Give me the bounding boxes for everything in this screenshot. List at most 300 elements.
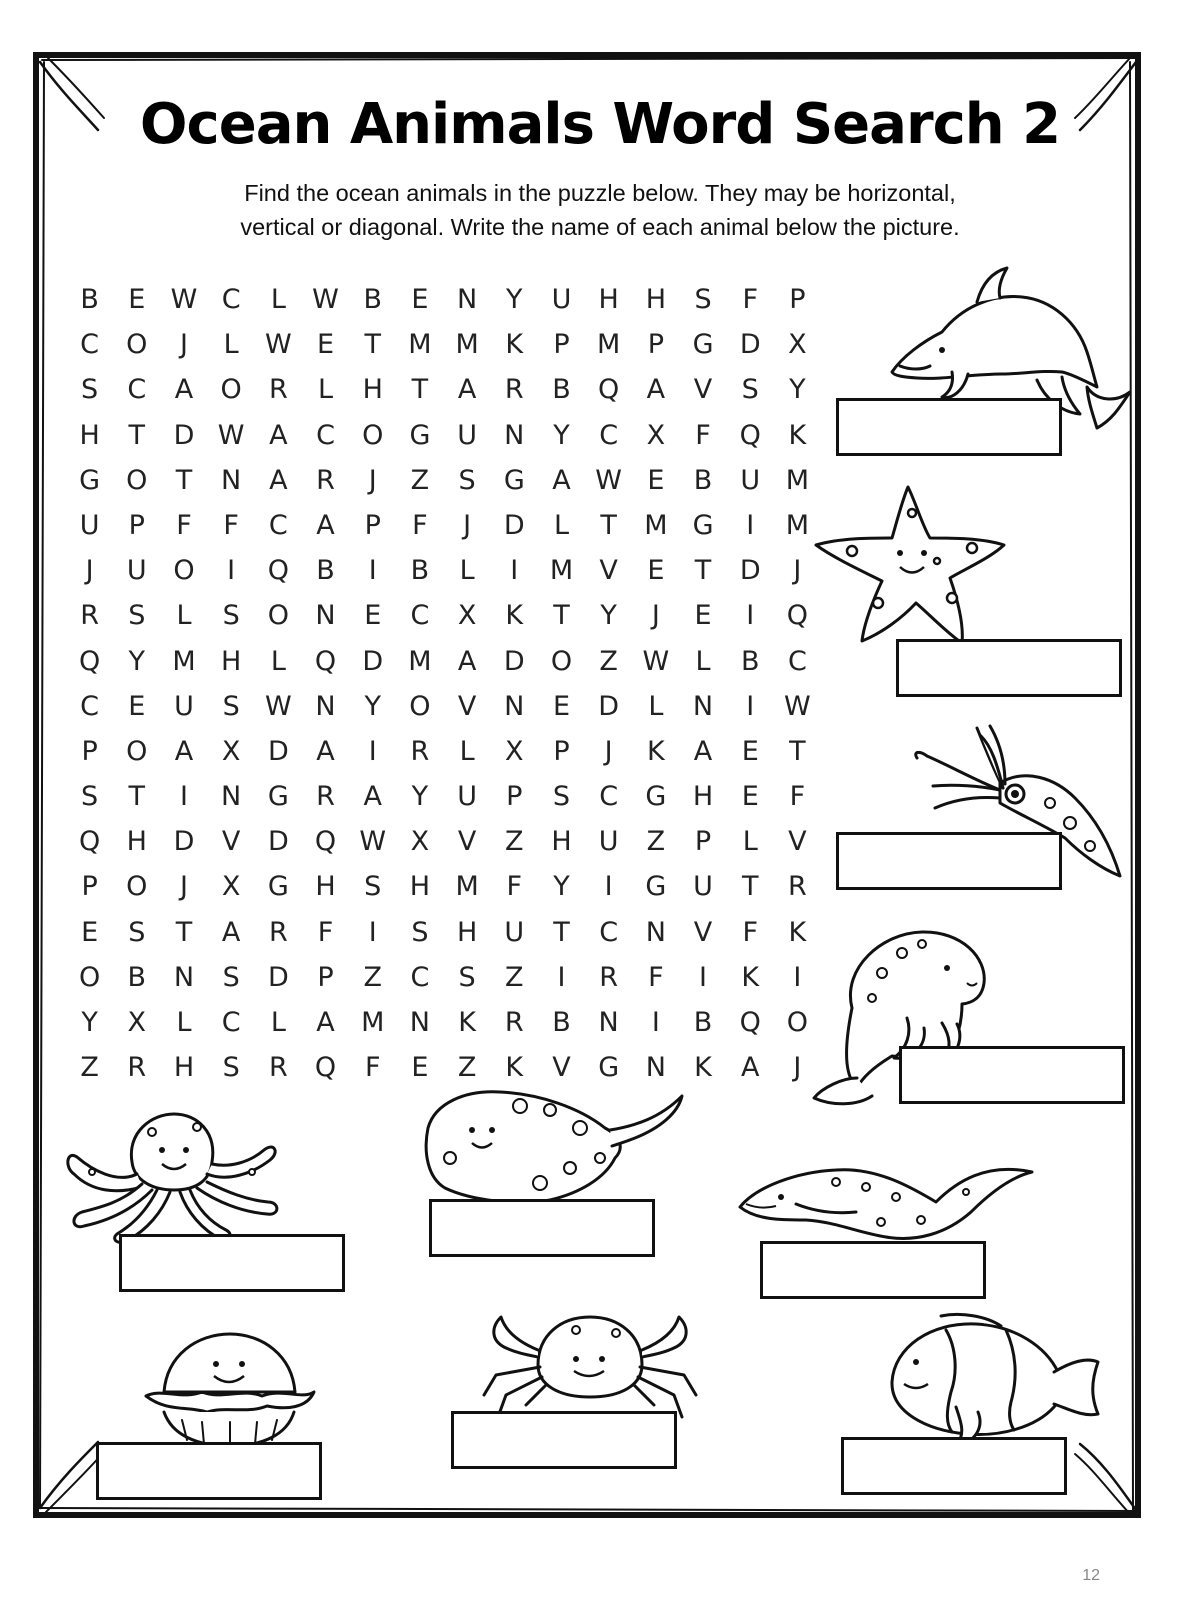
grid-letter[interactable]: P — [647, 329, 664, 361]
grid-letter[interactable]: C — [221, 1007, 241, 1038]
grid-letter[interactable]: V — [221, 826, 241, 858]
grid-letter[interactable]: F — [742, 284, 758, 315]
grid-letter[interactable]: S — [364, 871, 382, 903]
grid-letter[interactable]: R — [788, 871, 807, 903]
grid-letter[interactable]: E — [364, 600, 382, 632]
grid-letter[interactable]: E — [694, 600, 712, 632]
grid-letter[interactable]: N — [221, 464, 242, 496]
grid-letter[interactable]: M — [785, 509, 810, 541]
grid-letter[interactable]: C — [80, 690, 100, 722]
grid-letter[interactable]: E — [552, 690, 570, 722]
grid-letter[interactable]: Y — [364, 690, 381, 722]
grid-letter[interactable]: A — [646, 374, 666, 406]
grid-letter[interactable]: N — [409, 1007, 430, 1038]
grid-letter[interactable]: V — [788, 826, 807, 858]
grid-letter[interactable]: F — [506, 871, 523, 903]
grid-letter[interactable]: G — [267, 781, 289, 813]
grid-letter[interactable]: K — [788, 419, 807, 451]
grid-letter[interactable]: A — [316, 735, 335, 767]
grid-letter[interactable]: R — [268, 374, 288, 406]
grid-letter[interactable]: Z — [363, 961, 382, 993]
grid-letter[interactable]: S — [222, 690, 240, 722]
grid-letter[interactable]: N — [173, 961, 195, 993]
grid-letter[interactable]: M — [408, 645, 432, 677]
grid-letter[interactable]: C — [599, 419, 619, 451]
grid-letter[interactable]: E — [128, 284, 146, 315]
grid-letter[interactable]: F — [789, 781, 806, 813]
grid-letter[interactable]: U — [693, 871, 713, 903]
grid-letter[interactable]: C — [316, 419, 335, 451]
grid-letter[interactable]: X — [127, 1007, 147, 1038]
grid-letter[interactable]: S — [128, 600, 146, 632]
grid-letter[interactable]: J — [604, 735, 613, 767]
grid-letter[interactable]: T — [128, 781, 146, 813]
grid-letter[interactable]: F — [223, 509, 239, 541]
grid-letter[interactable]: A — [221, 916, 241, 948]
grid-letter[interactable]: Z — [646, 826, 666, 858]
grid-letter[interactable]: J — [368, 464, 377, 496]
grid-letter[interactable]: K — [646, 735, 665, 767]
grid-letter[interactable]: L — [553, 509, 569, 541]
answer-box-starfish[interactable] — [896, 639, 1122, 697]
grid-letter[interactable]: X — [221, 871, 241, 903]
grid-letter[interactable]: N — [645, 1052, 666, 1084]
grid-letter[interactable]: T — [128, 419, 146, 451]
grid-letter[interactable]: Q — [739, 419, 761, 451]
answer-box-stingray[interactable] — [429, 1199, 655, 1257]
grid-letter[interactable]: I — [793, 961, 802, 993]
grid-letter[interactable]: J — [85, 555, 94, 587]
grid-letter[interactable]: Y — [553, 419, 570, 451]
grid-letter[interactable]: S — [81, 374, 99, 406]
grid-letter[interactable]: K — [505, 1052, 524, 1084]
grid-letter[interactable]: L — [270, 284, 286, 315]
grid-letter[interactable]: H — [221, 645, 242, 677]
grid-letter[interactable]: D — [739, 555, 761, 587]
grid-letter[interactable]: I — [227, 555, 236, 587]
grid-letter[interactable]: C — [221, 284, 241, 315]
grid-letter[interactable]: H — [126, 826, 147, 858]
grid-letter[interactable]: S — [458, 961, 476, 993]
grid-letter[interactable]: L — [648, 690, 664, 722]
answer-box-clam[interactable] — [96, 1442, 322, 1500]
grid-letter[interactable]: G — [267, 871, 289, 903]
grid-letter[interactable]: C — [787, 645, 807, 677]
grid-letter[interactable]: O — [220, 374, 242, 406]
grid-letter[interactable]: W — [264, 690, 292, 722]
grid-letter[interactable]: W — [642, 645, 670, 677]
grid-letter[interactable]: M — [785, 464, 810, 496]
grid-letter[interactable]: Y — [128, 645, 146, 677]
grid-letter[interactable]: Z — [410, 464, 430, 496]
grid-letter[interactable]: C — [410, 600, 430, 632]
grid-letter[interactable]: D — [267, 735, 289, 767]
grid-letter[interactable]: I — [746, 600, 755, 632]
grid-letter[interactable]: G — [692, 509, 714, 541]
grid-letter[interactable]: J — [463, 509, 472, 541]
grid-letter[interactable]: K — [741, 961, 760, 993]
grid-letter[interactable]: C — [268, 509, 288, 541]
grid-letter[interactable]: W — [595, 464, 622, 496]
grid-letter[interactable]: H — [456, 916, 478, 948]
grid-letter[interactable]: Z — [80, 1052, 99, 1084]
grid-letter[interactable]: A — [316, 1007, 335, 1038]
grid-letter[interactable]: Q — [267, 555, 289, 587]
grid-letter[interactable]: U — [79, 509, 100, 541]
grid-letter[interactable]: U — [551, 284, 572, 315]
grid-letter[interactable]: W — [312, 284, 339, 315]
grid-letter[interactable]: X — [221, 735, 241, 767]
grid-letter[interactable]: L — [176, 1007, 192, 1038]
grid-letter[interactable]: O — [786, 1007, 809, 1038]
grid-letter[interactable]: R — [410, 735, 430, 767]
grid-letter[interactable]: C — [80, 329, 100, 361]
grid-letter[interactable]: H — [79, 419, 100, 451]
grid-letter[interactable]: E — [128, 690, 146, 722]
grid-letter[interactable]: L — [695, 645, 711, 677]
grid-letter[interactable]: X — [646, 419, 666, 451]
grid-letter[interactable]: E — [411, 1052, 429, 1084]
grid-letter[interactable]: A — [457, 374, 477, 406]
grid-letter[interactable]: W — [170, 284, 198, 315]
grid-letter[interactable]: S — [694, 284, 712, 315]
grid-letter[interactable]: I — [368, 916, 377, 948]
grid-letter[interactable]: B — [410, 555, 430, 587]
grid-letter[interactable]: J — [179, 871, 188, 903]
answer-box-octopus[interactable] — [119, 1234, 345, 1292]
grid-letter[interactable]: N — [315, 690, 336, 722]
grid-letter[interactable]: D — [503, 645, 525, 677]
grid-letter[interactable]: W — [359, 826, 387, 858]
grid-letter[interactable]: S — [222, 600, 240, 632]
grid-letter[interactable]: Q — [314, 1052, 337, 1084]
grid-letter[interactable]: D — [267, 826, 289, 858]
grid-letter[interactable]: L — [270, 1007, 286, 1038]
grid-letter[interactable]: N — [456, 284, 478, 315]
grid-letter[interactable]: B — [693, 1007, 713, 1038]
grid-letter[interactable]: Q — [314, 826, 337, 858]
grid-letter[interactable]: D — [173, 419, 195, 451]
grid-letter[interactable]: R — [127, 1052, 147, 1084]
grid-letter[interactable]: E — [411, 284, 429, 315]
grid-letter[interactable]: K — [505, 329, 524, 361]
grid-letter[interactable]: B — [127, 961, 147, 993]
grid-letter[interactable]: C — [599, 781, 619, 813]
grid-letter[interactable]: P — [364, 509, 381, 541]
grid-letter[interactable]: U — [598, 826, 619, 858]
grid-letter[interactable]: F — [364, 1052, 381, 1084]
grid-letter[interactable]: X — [457, 600, 477, 632]
grid-letter[interactable]: K — [458, 1007, 476, 1038]
grid-letter[interactable]: Y — [789, 374, 806, 406]
grid-letter[interactable]: S — [128, 916, 146, 948]
answer-box-squid[interactable] — [836, 832, 1062, 890]
grid-letter[interactable]: X — [788, 329, 807, 361]
grid-letter[interactable]: S — [458, 464, 476, 496]
grid-letter[interactable]: R — [316, 464, 335, 496]
grid-letter[interactable]: G — [409, 419, 431, 451]
grid-letter[interactable]: D — [739, 329, 761, 361]
grid-letter[interactable]: B — [552, 374, 571, 406]
grid-letter[interactable]: L — [270, 645, 286, 677]
grid-letter[interactable]: X — [505, 735, 524, 767]
grid-letter[interactable]: H — [362, 374, 383, 406]
answer-box-eel[interactable] — [760, 1241, 986, 1299]
grid-letter[interactable]: E — [741, 735, 759, 767]
grid-letter[interactable]: K — [505, 600, 524, 632]
grid-letter[interactable]: G — [692, 329, 714, 361]
grid-letter[interactable]: T — [789, 735, 806, 767]
grid-letter[interactable]: C — [599, 916, 619, 948]
grid-letter[interactable]: F — [648, 961, 664, 993]
grid-letter[interactable]: B — [740, 645, 760, 677]
grid-letter[interactable]: L — [176, 600, 192, 632]
grid-letter[interactable]: R — [504, 1007, 524, 1038]
grid-letter[interactable]: Q — [314, 645, 337, 677]
grid-letter[interactable]: F — [695, 419, 711, 451]
grid-letter[interactable]: Y — [600, 600, 617, 632]
grid-letter[interactable]: A — [457, 645, 477, 677]
grid-letter[interactable]: I — [510, 555, 519, 587]
grid-letter[interactable]: Q — [78, 826, 101, 858]
grid-letter[interactable]: J — [793, 555, 802, 587]
grid-letter[interactable]: D — [173, 826, 195, 858]
grid-letter[interactable]: A — [552, 464, 571, 496]
grid-letter[interactable]: U — [504, 916, 525, 948]
grid-letter[interactable]: M — [597, 329, 621, 361]
grid-letter[interactable]: B — [552, 1007, 571, 1038]
grid-letter[interactable]: T — [741, 871, 759, 903]
grid-letter[interactable]: I — [557, 961, 566, 993]
grid-letter[interactable]: T — [175, 916, 193, 948]
grid-letter[interactable]: K — [694, 1052, 712, 1084]
answer-box-crab[interactable] — [451, 1411, 677, 1469]
grid-letter[interactable]: O — [267, 600, 289, 632]
grid-letter[interactable]: M — [644, 509, 668, 541]
grid-letter[interactable]: R — [599, 961, 619, 993]
grid-letter[interactable]: M — [455, 871, 479, 903]
grid-letter[interactable]: A — [174, 735, 194, 767]
grid-letter[interactable]: A — [174, 374, 194, 406]
grid-letter[interactable]: L — [459, 735, 475, 767]
grid-letter[interactable]: P — [81, 735, 98, 767]
grid-letter[interactable]: H — [645, 284, 666, 315]
answer-box-dolphin[interactable] — [836, 398, 1062, 456]
grid-letter[interactable]: T — [364, 329, 381, 361]
grid-letter[interactable]: I — [179, 781, 188, 813]
grid-letter[interactable]: G — [645, 871, 667, 903]
grid-letter[interactable]: R — [316, 781, 335, 813]
grid-letter[interactable]: V — [457, 826, 477, 858]
grid-letter[interactable]: Q — [78, 645, 101, 677]
grid-letter[interactable]: N — [645, 916, 666, 948]
grid-letter[interactable]: O — [126, 329, 148, 361]
page-number: 12 — [1082, 1567, 1100, 1584]
grid-letter[interactable]: B — [363, 284, 382, 315]
grid-letter[interactable]: G — [503, 464, 525, 496]
grid-letter[interactable]: R — [504, 374, 524, 406]
grid-letter[interactable]: M — [408, 329, 432, 361]
grid-letter[interactable]: F — [412, 509, 428, 541]
grid-letter[interactable]: Q — [786, 600, 809, 632]
grid-letter[interactable]: O — [362, 419, 384, 451]
grid-letter[interactable]: E — [647, 464, 665, 496]
grid-letter[interactable]: I — [746, 690, 755, 722]
grid-letter[interactable]: K — [788, 916, 807, 948]
grid-letter[interactable]: G — [598, 1052, 620, 1084]
grid-letter[interactable]: Y — [553, 871, 570, 903]
grid-letter[interactable]: T — [694, 555, 712, 587]
grid-letter[interactable]: Z — [505, 826, 524, 858]
grid-letter[interactable]: M — [361, 1007, 385, 1038]
grid-letter[interactable]: F — [742, 916, 758, 948]
grid-letter[interactable]: H — [315, 871, 336, 903]
grid-letter[interactable]: V — [552, 1052, 571, 1084]
grid-letter[interactable]: U — [740, 464, 761, 496]
grid-letter[interactable]: R — [268, 916, 288, 948]
grid-letter[interactable]: U — [126, 555, 147, 587]
grid-letter[interactable]: W — [264, 329, 292, 361]
clam-icon — [142, 1330, 317, 1450]
grid-letter[interactable]: O — [126, 871, 148, 903]
grid-letter[interactable]: U — [457, 419, 477, 451]
grid-letter[interactable]: D — [503, 509, 525, 541]
grid-letter[interactable]: N — [598, 1007, 619, 1038]
answer-box-clownfish[interactable] — [841, 1437, 1067, 1495]
grid-letter[interactable]: S — [411, 916, 429, 948]
grid-letter[interactable]: M — [455, 329, 479, 361]
grid-letter[interactable]: N — [692, 690, 714, 722]
grid-letter[interactable]: O — [78, 961, 101, 993]
grid-letter[interactable]: I — [368, 735, 377, 767]
grid-letter[interactable]: Y — [81, 1007, 98, 1038]
grid-letter[interactable]: Y — [411, 781, 429, 813]
grid-letter[interactable]: A — [269, 419, 288, 451]
grid-letter[interactable]: N — [221, 781, 242, 813]
grid-letter[interactable]: I — [746, 509, 755, 541]
grid-letter[interactable]: P — [553, 329, 570, 361]
grid-letter[interactable]: B — [80, 284, 99, 315]
grid-letter[interactable]: G — [79, 464, 101, 496]
grid-letter[interactable]: S — [741, 374, 759, 406]
grid-letter[interactable]: S — [222, 961, 240, 993]
grid-letter[interactable]: P — [317, 961, 334, 993]
grid-letter[interactable]: N — [315, 600, 336, 632]
grid-letter[interactable]: O — [126, 464, 148, 496]
grid-letter[interactable]: E — [647, 555, 665, 587]
grid-letter[interactable]: V — [457, 690, 477, 722]
grid-letter[interactable]: T — [175, 464, 193, 496]
grid-letter[interactable]: X — [410, 826, 430, 858]
grid-letter[interactable]: M — [172, 645, 196, 677]
grid-letter[interactable]: B — [693, 464, 713, 496]
grid-letter[interactable]: A — [740, 1052, 760, 1084]
grid-letter[interactable]: T — [553, 600, 570, 632]
grid-letter[interactable]: W — [217, 419, 245, 451]
grid-letter[interactable]: F — [176, 509, 192, 541]
grid-letter[interactable]: H — [598, 284, 619, 315]
grid-letter[interactable]: I — [368, 555, 377, 587]
grid-letter[interactable]: S — [552, 781, 571, 813]
grid-letter[interactable]: L — [223, 329, 239, 361]
grid-letter[interactable]: D — [598, 690, 620, 722]
grid-letter[interactable]: M — [549, 555, 574, 587]
grid-letter[interactable]: C — [410, 961, 430, 993]
grid-letter[interactable]: Q — [598, 374, 620, 406]
grid-letter[interactable]: D — [267, 961, 289, 993]
grid-letter[interactable]: D — [362, 645, 384, 677]
grid-letter[interactable]: L — [318, 374, 334, 406]
grid-letter[interactable]: E — [741, 781, 759, 813]
answer-box-manatee[interactable] — [899, 1046, 1125, 1104]
grid-letter[interactable]: P — [553, 735, 570, 767]
grid-letter[interactable]: T — [411, 374, 429, 406]
grid-letter[interactable]: A — [693, 735, 713, 767]
grid-letter[interactable]: R — [80, 600, 99, 632]
grid-letter[interactable]: P — [81, 871, 98, 903]
grid-letter[interactable]: H — [551, 826, 572, 858]
grid-letter[interactable]: J — [651, 600, 660, 632]
grid-letter[interactable]: Z — [599, 645, 618, 677]
grid-letter[interactable]: Q — [739, 1007, 761, 1038]
grid-letter[interactable]: L — [742, 826, 758, 858]
grid-letter[interactable]: V — [599, 555, 618, 587]
grid-letter[interactable]: N — [504, 690, 525, 722]
grid-letter[interactable]: O — [126, 735, 148, 767]
grid-letter[interactable]: S — [222, 1052, 240, 1084]
grid-letter[interactable]: P — [128, 509, 145, 541]
grid-letter[interactable]: I — [604, 871, 613, 903]
grid-letter[interactable]: L — [459, 555, 475, 587]
grid-letter[interactable]: Z — [457, 1052, 477, 1084]
grid-letter[interactable]: I — [651, 1007, 660, 1038]
grid-letter[interactable]: V — [693, 374, 713, 406]
grid-letter[interactable]: E — [81, 916, 99, 948]
grid-letter[interactable]: W — [784, 690, 811, 722]
grid-letter[interactable]: V — [693, 916, 713, 948]
grid-letter[interactable]: P — [694, 826, 712, 858]
grid-letter[interactable]: A — [363, 781, 382, 813]
grid-letter[interactable]: H — [692, 781, 714, 813]
grid-letter[interactable]: A — [316, 509, 335, 541]
grid-letter[interactable]: H — [173, 1052, 195, 1084]
grid-letter[interactable]: U — [457, 781, 477, 813]
grid-letter[interactable]: H — [409, 871, 431, 903]
grid-letter[interactable]: J — [793, 1052, 802, 1084]
grid-letter[interactable]: T — [600, 509, 617, 541]
grid-letter[interactable]: B — [316, 555, 335, 587]
grid-letter[interactable]: Y — [506, 284, 523, 315]
grid-letter[interactable]: G — [645, 781, 667, 813]
grid-letter[interactable]: I — [699, 961, 708, 993]
grid-letter[interactable]: S — [81, 781, 99, 813]
grid-letter[interactable]: A — [269, 464, 288, 496]
grid-letter[interactable]: E — [317, 329, 335, 361]
grid-letter[interactable]: C — [127, 374, 147, 406]
grid-letter[interactable]: P — [506, 781, 523, 813]
grid-letter[interactable]: F — [317, 916, 334, 948]
grid-letter[interactable]: U — [174, 690, 194, 722]
grid-letter[interactable]: J — [179, 329, 188, 361]
grid-letter[interactable]: O — [409, 690, 431, 722]
grid-letter[interactable]: R — [268, 1052, 288, 1084]
grid-letter[interactable]: O — [550, 645, 573, 677]
grid-letter[interactable]: Z — [505, 961, 524, 993]
grid-letter[interactable]: N — [504, 419, 525, 451]
grid-letter[interactable]: O — [173, 555, 195, 587]
grid-letter[interactable]: P — [789, 284, 806, 315]
grid-letter[interactable]: T — [553, 916, 570, 948]
